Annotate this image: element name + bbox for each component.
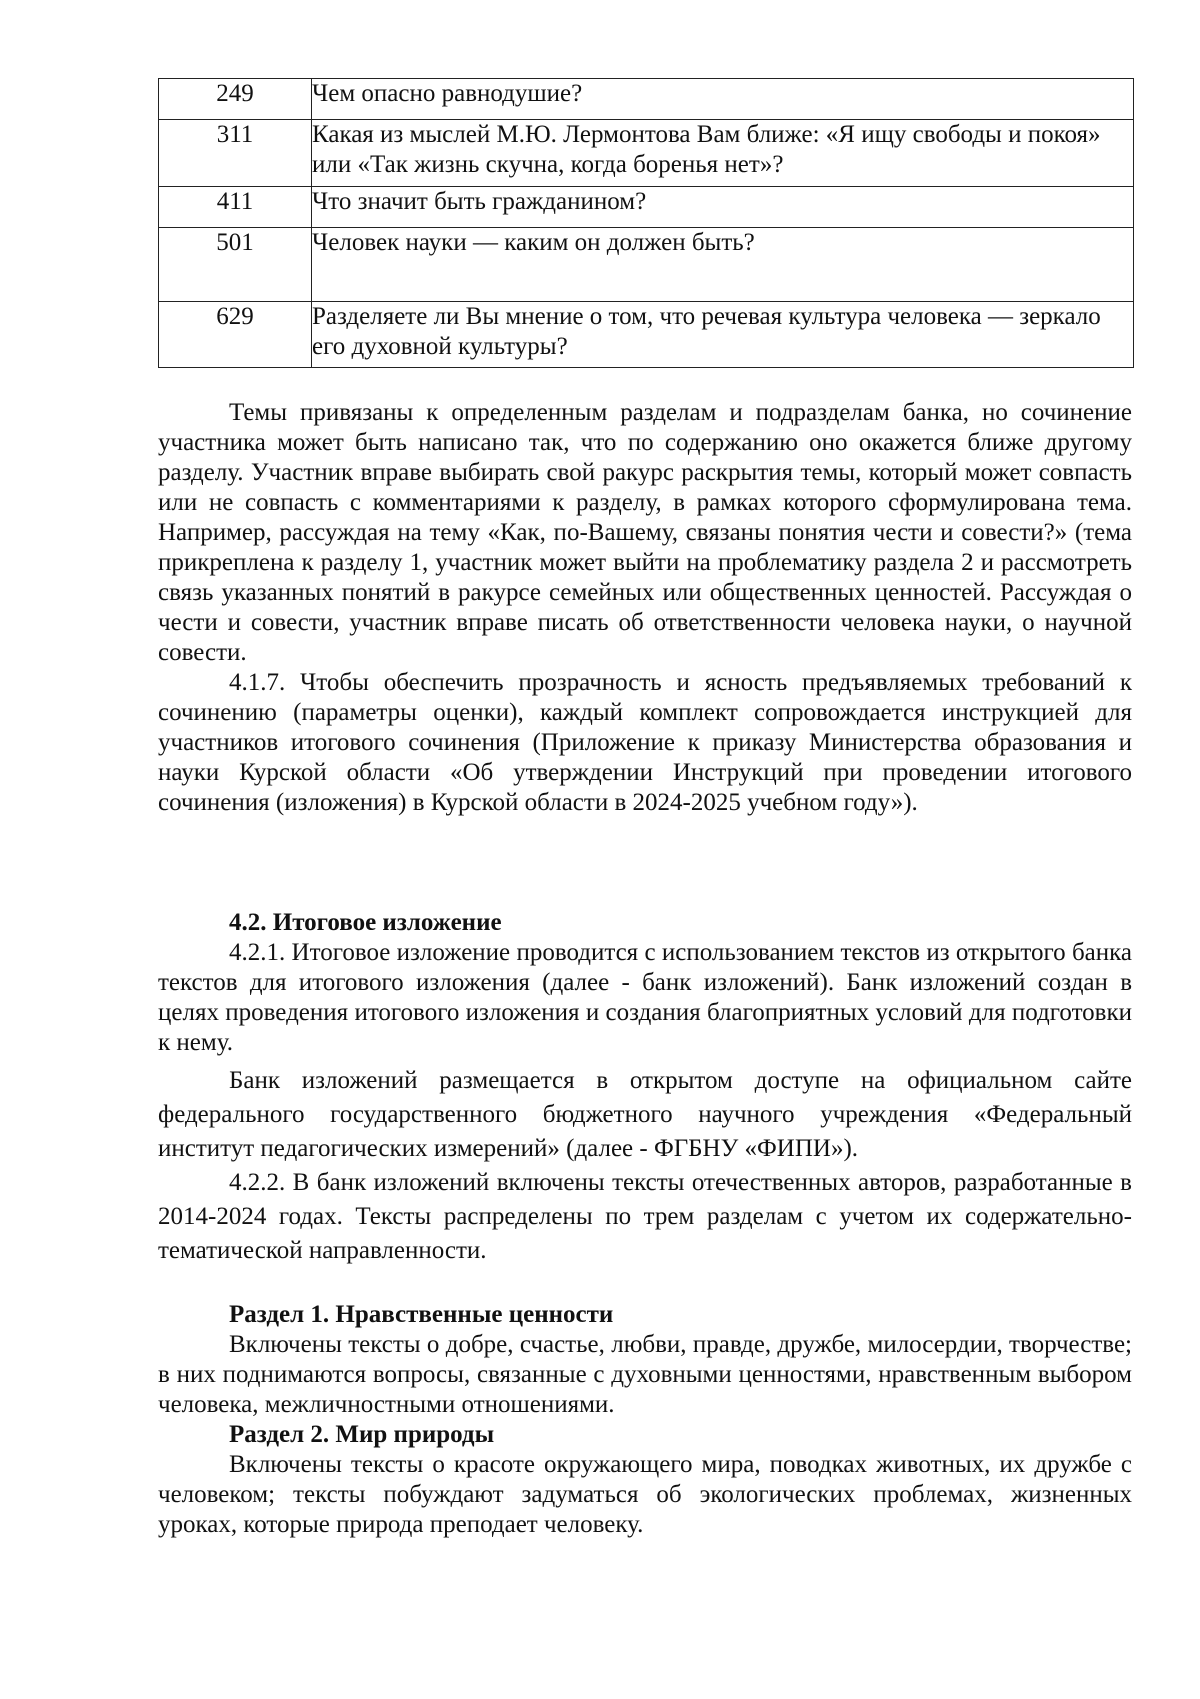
body-text-block-4: [158, 1300, 1132, 1540]
table-row: [159, 302, 1134, 368]
topic-number: 411: [159, 187, 312, 228]
section-2-heading: Раздел 2. Мир природы: [229, 1421, 495, 1448]
paragraph-4-1-7: 4.1.7. Чтобы обеспечить прозрачность и ясность предъявляемых требований к сочинению (параметры оценки), каждый комплект сопровождается инструкцией для участников итогового сочинения (Приложение к приказу Министерства образования и науки Курской области «Об утверждении Инструкций при проведении итогового сочинения (изложения) в Курской области в 2024-2025 учебном году»).: [158, 669, 1132, 816]
table-row: [159, 120, 1134, 187]
paragraph-bank: Банк изложений размещается в открытом доступе на официальном сайте федерального государственного бюджетного научного учреждения «Федеральный институт педагогических измерений» (далее - ФГБНУ «ФИПИ»).: [158, 1067, 1132, 1162]
paragraph-4-2-2: 4.2.2. В банк изложений включены тексты отечественных авторов, разработанные в 2014-2024 годах. Тексты распределены по трем разделам с учетом их содержательно-тематической направленности.: [158, 1169, 1132, 1264]
section-1-text: Включены тексты о добре, счастье, любви, правде, дружбе, милосердии, творчестве; в них поднимаются вопросы, связанные с духовными ценностями, нравственным выбором человека, межличностными отношениями.: [158, 1331, 1132, 1418]
table-row: [159, 187, 1134, 228]
paragraph-4-2-1: 4.2.1. Итоговое изложение проводится с использованием текстов из открытого банка текстов для итогового изложения (далее - банк изложений). Банк изложений создан в целях проведения итогового изложения и создания благоприятных условий для подготовки к нему.: [158, 939, 1132, 1056]
topic-question: Разделяете ли Вы мнение о том, что речевая культура человека — зеркало его духовной культуры?: [312, 302, 1134, 368]
topic-question: Чем опасно равнодушие?: [312, 79, 1134, 120]
heading-4-2: 4.2. Итоговое изложение: [229, 909, 502, 936]
topic-question: Что значит быть гражданином?: [312, 187, 1134, 228]
table-row: [159, 228, 1134, 302]
paragraph-topics: Темы привязаны к определенным разделам и подразделам банка, но сочинение участника может быть написано так, что по содержанию оно окажется ближе другому разделу. Участник вправе выбирать свой ракурс раскрытия темы, который может совпасть или не совпасть с комментариями к разделу, в рамках которого сформулирована тема. Например, рассуждая на тему «Как, по-Вашему, связаны понятия чести и совести?» (тема прикреплена к разделу 1, участник может выйти на проблематику раздела 2 и рассмотреть связь указанных понятий в ракурсе семейных или общественных ценностей. Рассуждая о чести и совести, участник вправе писать об ответственности человека науки, о научной совести.: [158, 399, 1132, 666]
topic-number: 501: [159, 228, 312, 302]
table-row: [159, 79, 1134, 120]
topic-question: Какая из мыслей М.Ю. Лермонтова Вам ближе: «Я ищу свободы и покоя» или «Так жизнь скучна, когда боренья нет»?: [312, 120, 1134, 187]
section-1-heading: Раздел 1. Нравственные ценности: [229, 1301, 614, 1328]
topic-number: 249: [159, 79, 312, 120]
body-text-block-1: [158, 398, 1132, 818]
topic-question: Человек науки — каким он должен быть?: [312, 228, 1134, 302]
topic-number: 629: [159, 302, 312, 368]
section-2-text: Включены тексты о красоте окружающего мира, поводках животных, их дружбе с человеком; тексты побуждают задуматься об экологических проблемах, жизненных уроках, которые природа преподает человеку.: [158, 1451, 1132, 1538]
topics-table: [158, 78, 1134, 368]
topic-number: 311: [159, 120, 312, 187]
body-text-block-2: [158, 908, 1132, 1058]
body-text-block-3: [158, 1064, 1132, 1268]
